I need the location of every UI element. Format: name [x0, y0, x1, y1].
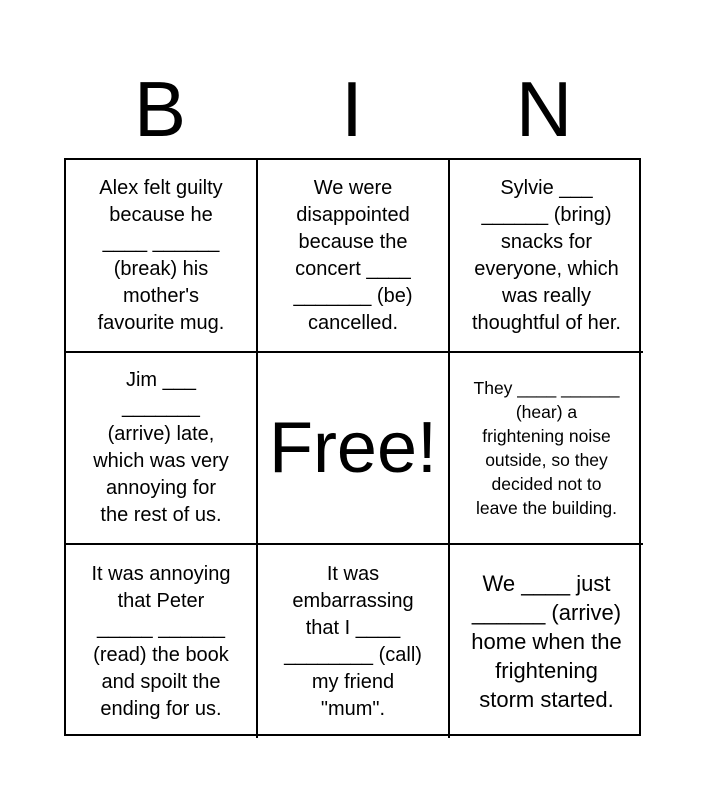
bingo-cell-r3c2[interactable]: It was embarrassing that I ____ ________ (call) my friend "mum". [258, 545, 450, 738]
bingo-cell-r2c1[interactable]: Jim ___ _______ (arrive) late, which was very annoying for the rest of us. [66, 353, 258, 545]
bingo-cell-r1c1[interactable]: Alex felt guilty because he ____ ______ (break) his mother's favourite mug. [66, 160, 258, 353]
bingo-cell-r1c3[interactable]: Sylvie ___ ______ (bring) snacks for everyone, which was really thoughtful of her. [450, 160, 643, 353]
header-letter-b: B [133, 65, 187, 153]
bingo-header [64, 60, 641, 158]
bingo-cell-r1c2[interactable]: We were disappointed because the concert ____ _______ (be) cancelled. [258, 160, 450, 353]
bingo-cell-r3c1[interactable]: It was annoying that Peter _____ ______ (read) the book and spoilt the ending for us. [66, 545, 258, 738]
bingo-cell-r2c3[interactable]: They ____ ______ (hear) a frightening noise outside, so they decided not to leave the building. [450, 353, 643, 545]
bingo-grid [64, 158, 641, 736]
header-letter-n: N [515, 65, 573, 153]
bingo-cell-r3c3[interactable]: We ____ just ______ (arrive) home when the frightening storm started. [471, 571, 622, 712]
header-letter-i: I [341, 65, 363, 153]
free-space-cell[interactable]: Free! [258, 353, 450, 545]
